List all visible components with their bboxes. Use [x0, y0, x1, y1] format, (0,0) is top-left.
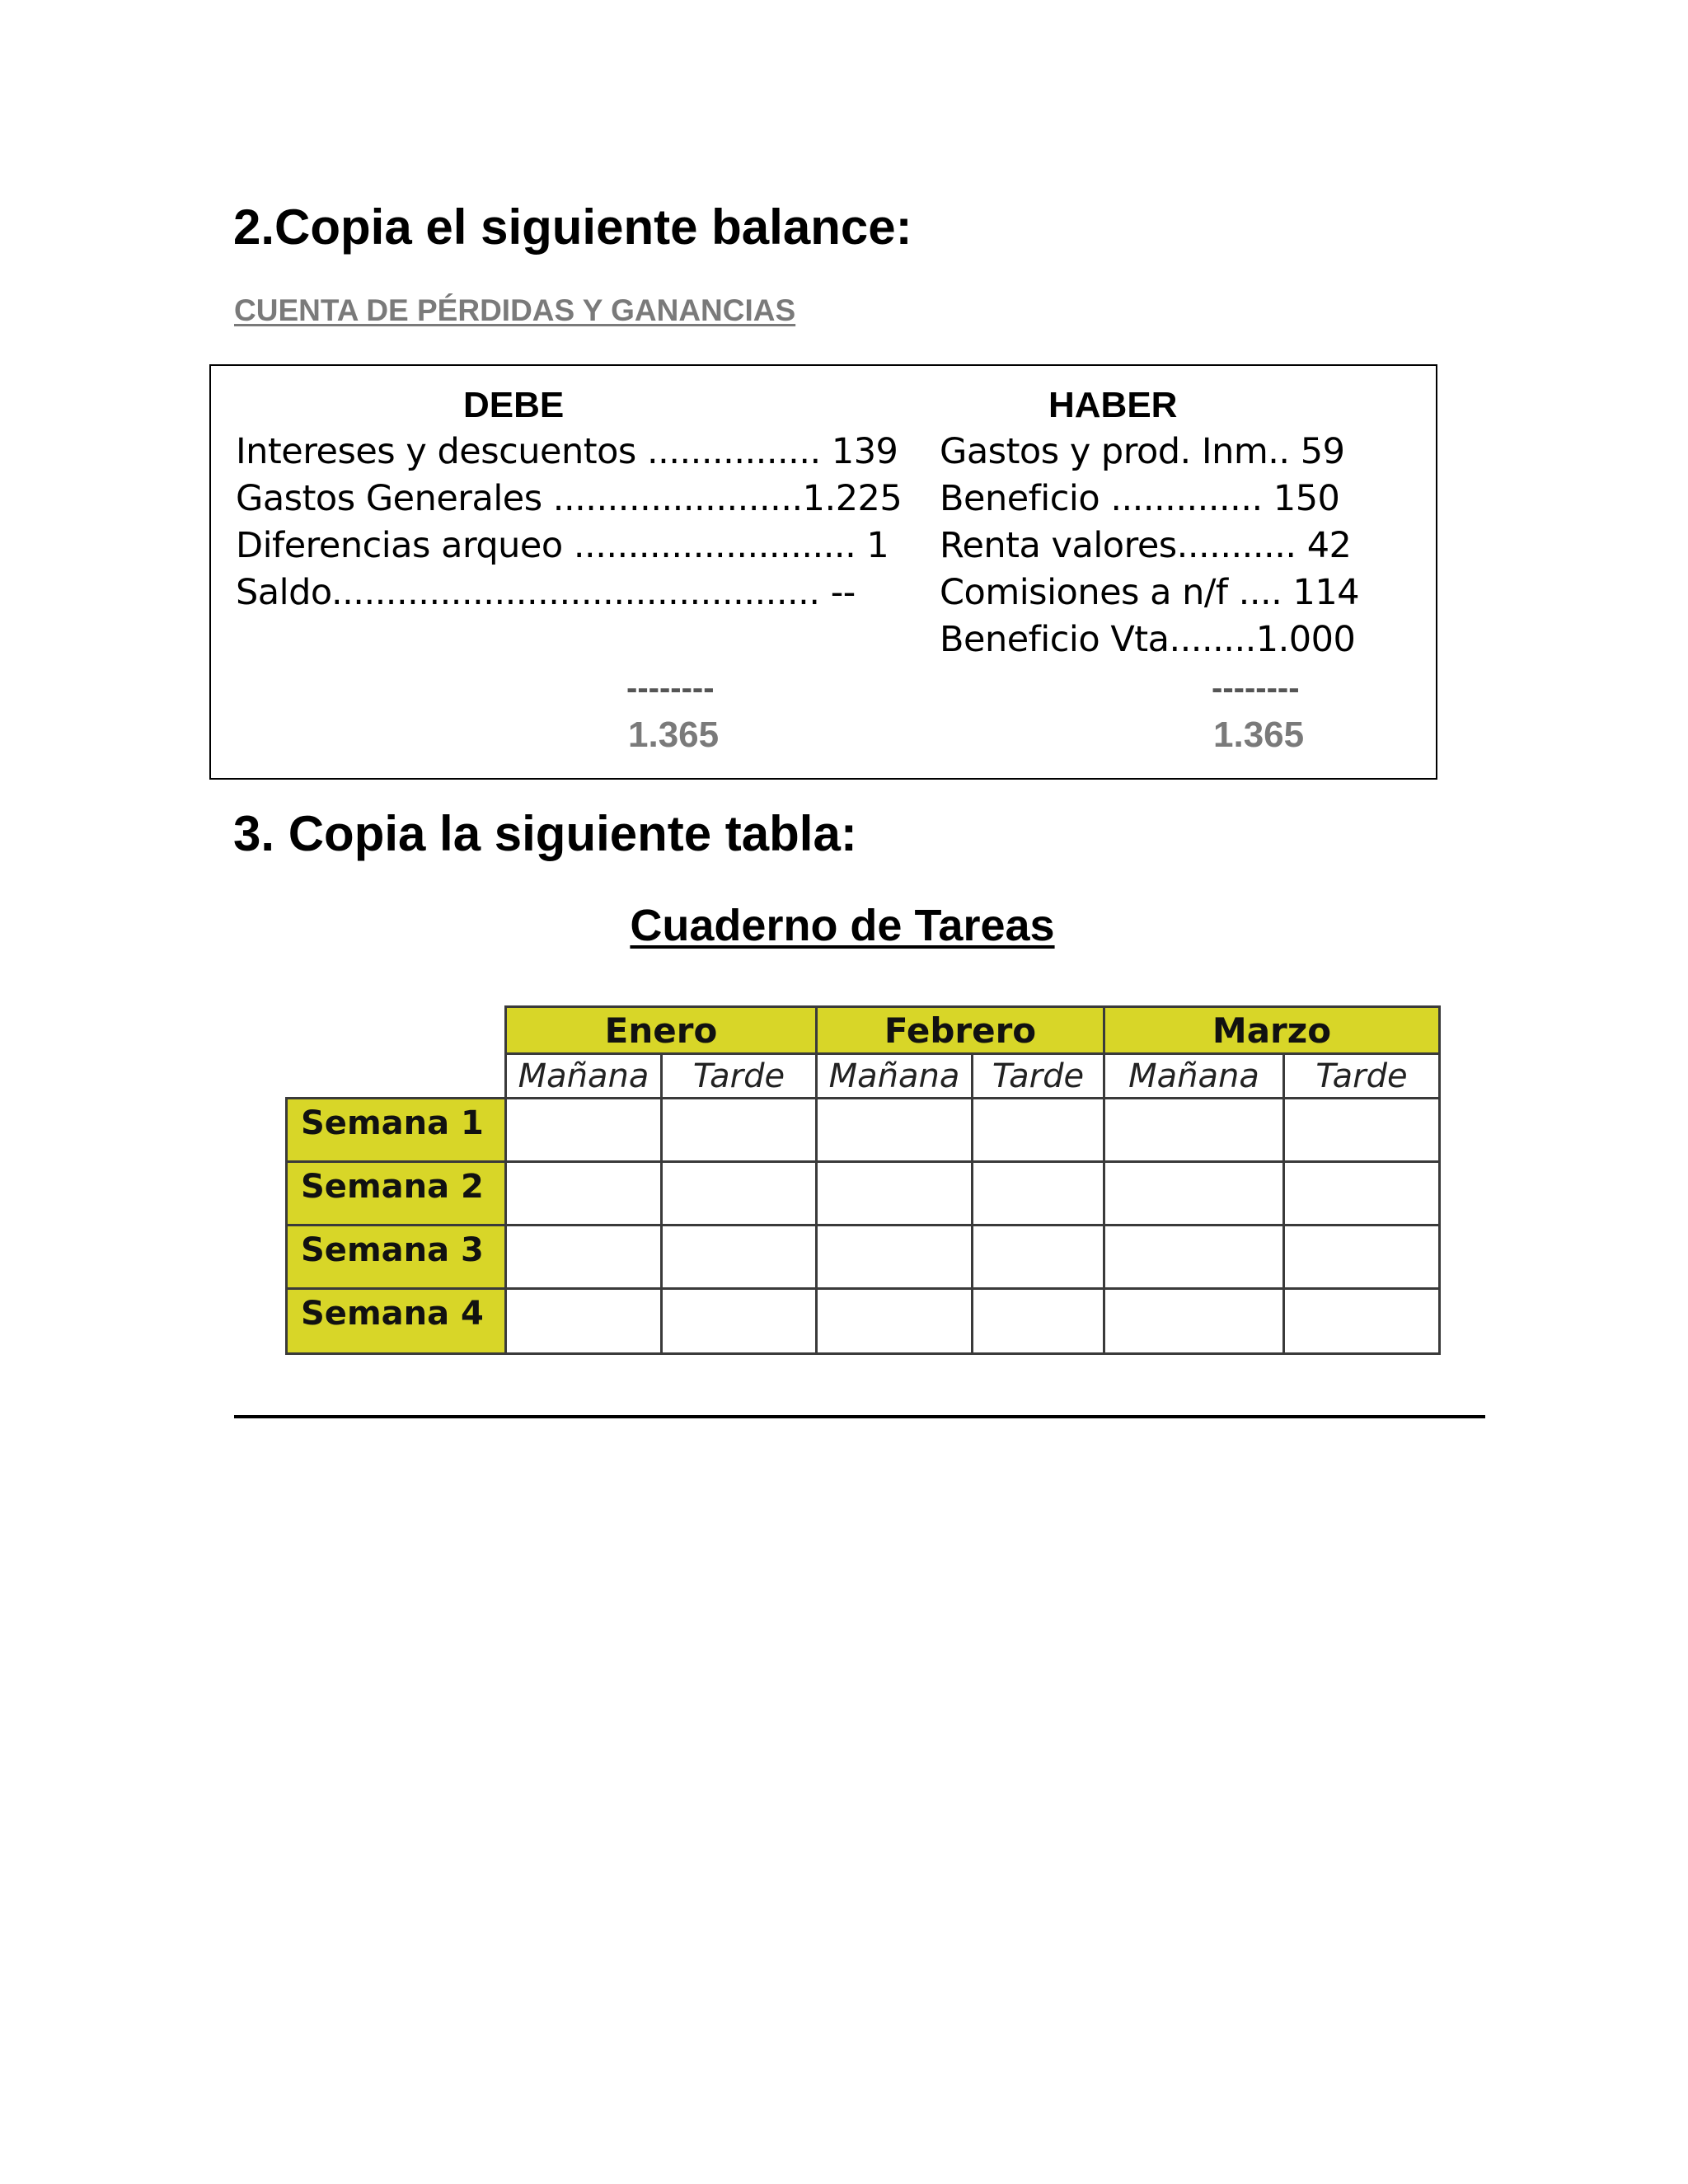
shift-header: Tarde — [660, 1052, 818, 1099]
table-cell — [504, 1224, 663, 1290]
table-cell — [971, 1097, 1105, 1163]
table-cell — [504, 1287, 663, 1355]
week-label: Semana 3 — [285, 1224, 507, 1290]
table-title — [0, 897, 1688, 954]
debe-line: Intereses y descuentos ................ 139 — [236, 431, 898, 472]
shift-header: Mañana — [1103, 1052, 1285, 1099]
table-cell — [815, 1097, 973, 1163]
shift-header: Mañana — [815, 1052, 973, 1099]
haber-dashes: -------- — [1212, 670, 1300, 706]
table-cell — [1282, 1287, 1441, 1355]
table-cell — [1103, 1160, 1285, 1226]
table-cell — [660, 1224, 818, 1290]
section-3-heading: 3. Copia la siguiente tabla: — [233, 806, 857, 861]
table-cell — [815, 1160, 973, 1226]
debe-line: Gastos Generales .......................1.225 — [236, 478, 903, 519]
table-cell — [1282, 1097, 1441, 1163]
table-cell — [1103, 1224, 1285, 1290]
table-cell — [971, 1224, 1105, 1290]
shift-header: Tarde — [1282, 1052, 1441, 1099]
table-cell — [1282, 1224, 1441, 1290]
table-cell — [504, 1097, 663, 1163]
shift-header: Mañana — [504, 1052, 663, 1099]
month-header: Febrero — [815, 1005, 1105, 1055]
table-cell — [504, 1160, 663, 1226]
week-label: Semana 2 — [285, 1160, 507, 1226]
haber-line: Renta valores........... 42 — [940, 525, 1352, 566]
table-cell — [660, 1287, 818, 1355]
haber-line: Comisiones a n/f .... 114 — [940, 572, 1360, 613]
haber-line: Beneficio .............. 150 — [940, 478, 1340, 519]
table-cell — [660, 1097, 818, 1163]
table-cell — [660, 1160, 818, 1226]
month-header: Enero — [504, 1005, 818, 1055]
debe-line: Diferencias arqueo .......................... 1 — [236, 525, 889, 566]
shift-header: Tarde — [971, 1052, 1105, 1099]
table-cell — [815, 1224, 973, 1290]
haber-line: Gastos y prod. Inm.. 59 — [940, 431, 1345, 472]
debe-total: 1.365 — [628, 715, 720, 755]
debe-dashes: -------- — [626, 670, 715, 706]
table-cell — [1103, 1287, 1285, 1355]
table-cell — [1282, 1160, 1441, 1226]
haber-line: Beneficio Vta........1.000 — [940, 619, 1356, 660]
section-2-heading: 2.Copia el siguiente balance: — [233, 199, 912, 255]
month-header: Marzo — [1103, 1005, 1441, 1055]
table-cell — [1103, 1097, 1285, 1163]
table-cell — [815, 1287, 973, 1355]
table-cell — [971, 1160, 1105, 1226]
week-label: Semana 1 — [285, 1097, 507, 1163]
week-label: Semana 4 — [285, 1287, 507, 1355]
debe-header: DEBE — [463, 385, 565, 425]
balance-box — [209, 364, 1437, 780]
haber-total: 1.365 — [1213, 715, 1305, 755]
debe-line: Saldo............................................. -- — [236, 572, 856, 613]
table-cell — [971, 1287, 1105, 1355]
horizontal-rule — [234, 1415, 1485, 1418]
table-title-text: Cuaderno de Tareas — [630, 901, 1055, 950]
balance-subtitle: CUENTA DE PÉRDIDAS Y GANANCIAS — [234, 293, 796, 327]
haber-header: HABER — [1048, 385, 1178, 425]
